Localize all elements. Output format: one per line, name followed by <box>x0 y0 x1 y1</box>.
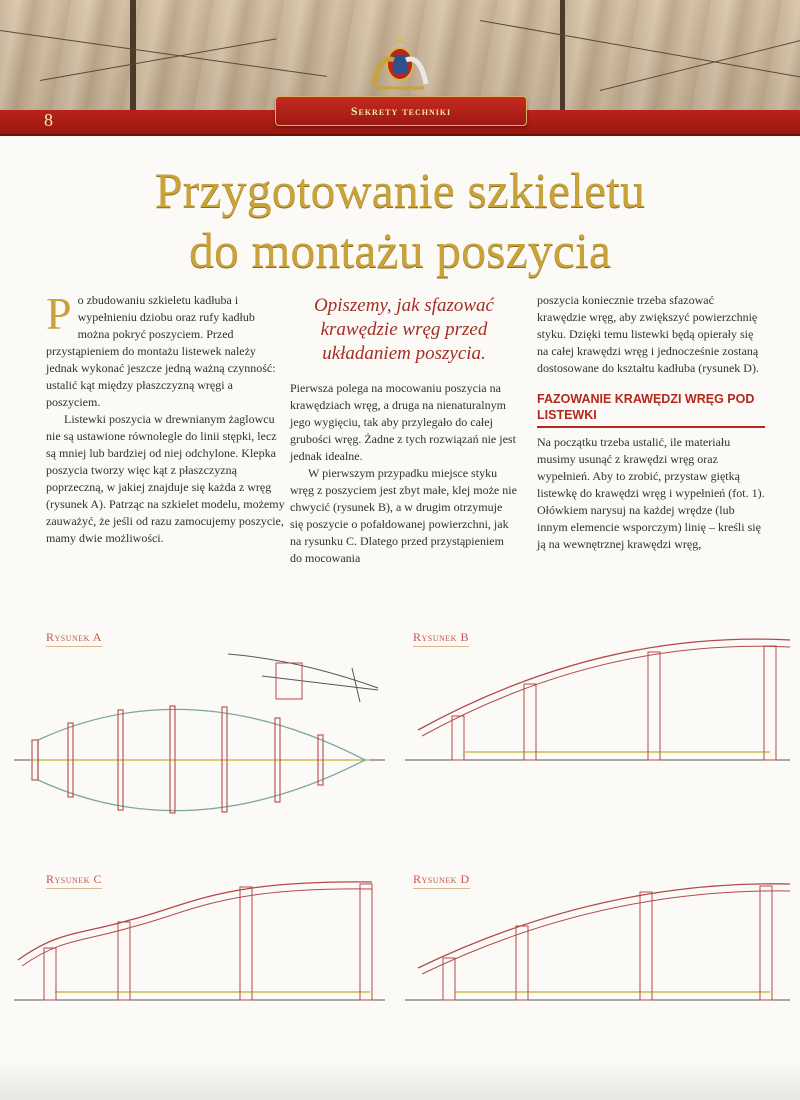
figure-d-drawing <box>405 884 790 1000</box>
figure-label-d: Rysunek D <box>413 872 470 889</box>
paragraph: poszycia koniecznie trzeba sfazować krawędzie wręg, aby zwiększyć powierzchnię styku. Dzięki temu listewki będą opierały się na całej krawędzi wręg i jednocześnie zostaną dostosowane do kształtu kadłuba (rysunek D). <box>537 293 759 375</box>
paragraph: Pierwsza polega na mocowaniu poszycia na krawędziach wręg, a druga na nienaturalnym jego wygięciu, tak aby przylegało do całej grubości wręg. Żadne z tych rozwiązań nie jest jednak idealne. <box>290 381 516 463</box>
pull-quote: Opiszemy, jak sfazować krawędzie wręg przed układaniem poszycia. <box>314 295 494 364</box>
title-line-1: Przygotowanie szkieletu <box>154 162 646 218</box>
detail-line <box>262 676 378 690</box>
subheading: FAZOWANIE KRAWĘDZI WRĘG POD LISTEWKI <box>537 391 765 428</box>
figure-c-drawing <box>14 882 385 1000</box>
page-number: 8 <box>44 110 53 130</box>
dropcap: P <box>46 288 72 339</box>
paragraph: Listewki poszycia w drewnianym żaglowcu nie są ustawione równolegle do linii stępki, lecz są mniej lub bardziej od niej odchylone. Klepka poszycia tworzy więc kąt z płaszczyzną poprzeczną, w jakiej znajduje się każda z wręg (rysunek A). Patrząc na szkielet modelu, możemy zauważyć, że jeśli od razu zamocujemy poszycie, mamy dwie możliwości. <box>46 412 285 545</box>
figure-b-drawing <box>405 639 790 760</box>
paragraph-text: o zbudowaniu szkieletu kadłuba i wypełnieniu dziobu oraz rufy kadłub można pokryć poszyciem. Przed przystąpieniem do montażu listewek należy jednak wykonać jeszcze jedną ważną czynność: ustalić kąt między płaszczyzną wręgi a poszyciem. <box>46 293 276 409</box>
figure-a-drawing <box>14 654 385 813</box>
figure-label-b: Rysunek B <box>413 630 469 647</box>
detail-frame <box>276 663 302 699</box>
page-edge <box>0 1060 800 1100</box>
figure-label-a: Rysunek A <box>46 630 102 647</box>
section-label: Sekrety techniki <box>275 96 527 126</box>
figure-label-c: Rysunek C <box>46 872 102 889</box>
title-line-2: do montażu poszycia <box>188 222 612 278</box>
paragraph: W pierwszym przypadku miejsce styku wręg z poszyciem jest zbyt małe, klej może nie chwycić (rysunek B), a w drugim otrzymuje się poszycie o pofałdowanej powierzchni, jak na rysunku C. Dlatego przed przystąpieniem do mocowania <box>290 466 517 565</box>
detail-angle <box>352 668 360 702</box>
paragraph: Na początku trzeba ustalić, ile materiału musimy usunąć z krawędzi wręg oraz wypełnień. Aby to zrobić, przystaw giętką listewkę do krawędzi wręg i wypełnień (fot. 1). Ołówkiem narysuj na każdej wrędze (lub innym elemencie wsporczym) linię – kreśli się ją na wewnętrznej krawędzi wręg, <box>537 435 765 551</box>
